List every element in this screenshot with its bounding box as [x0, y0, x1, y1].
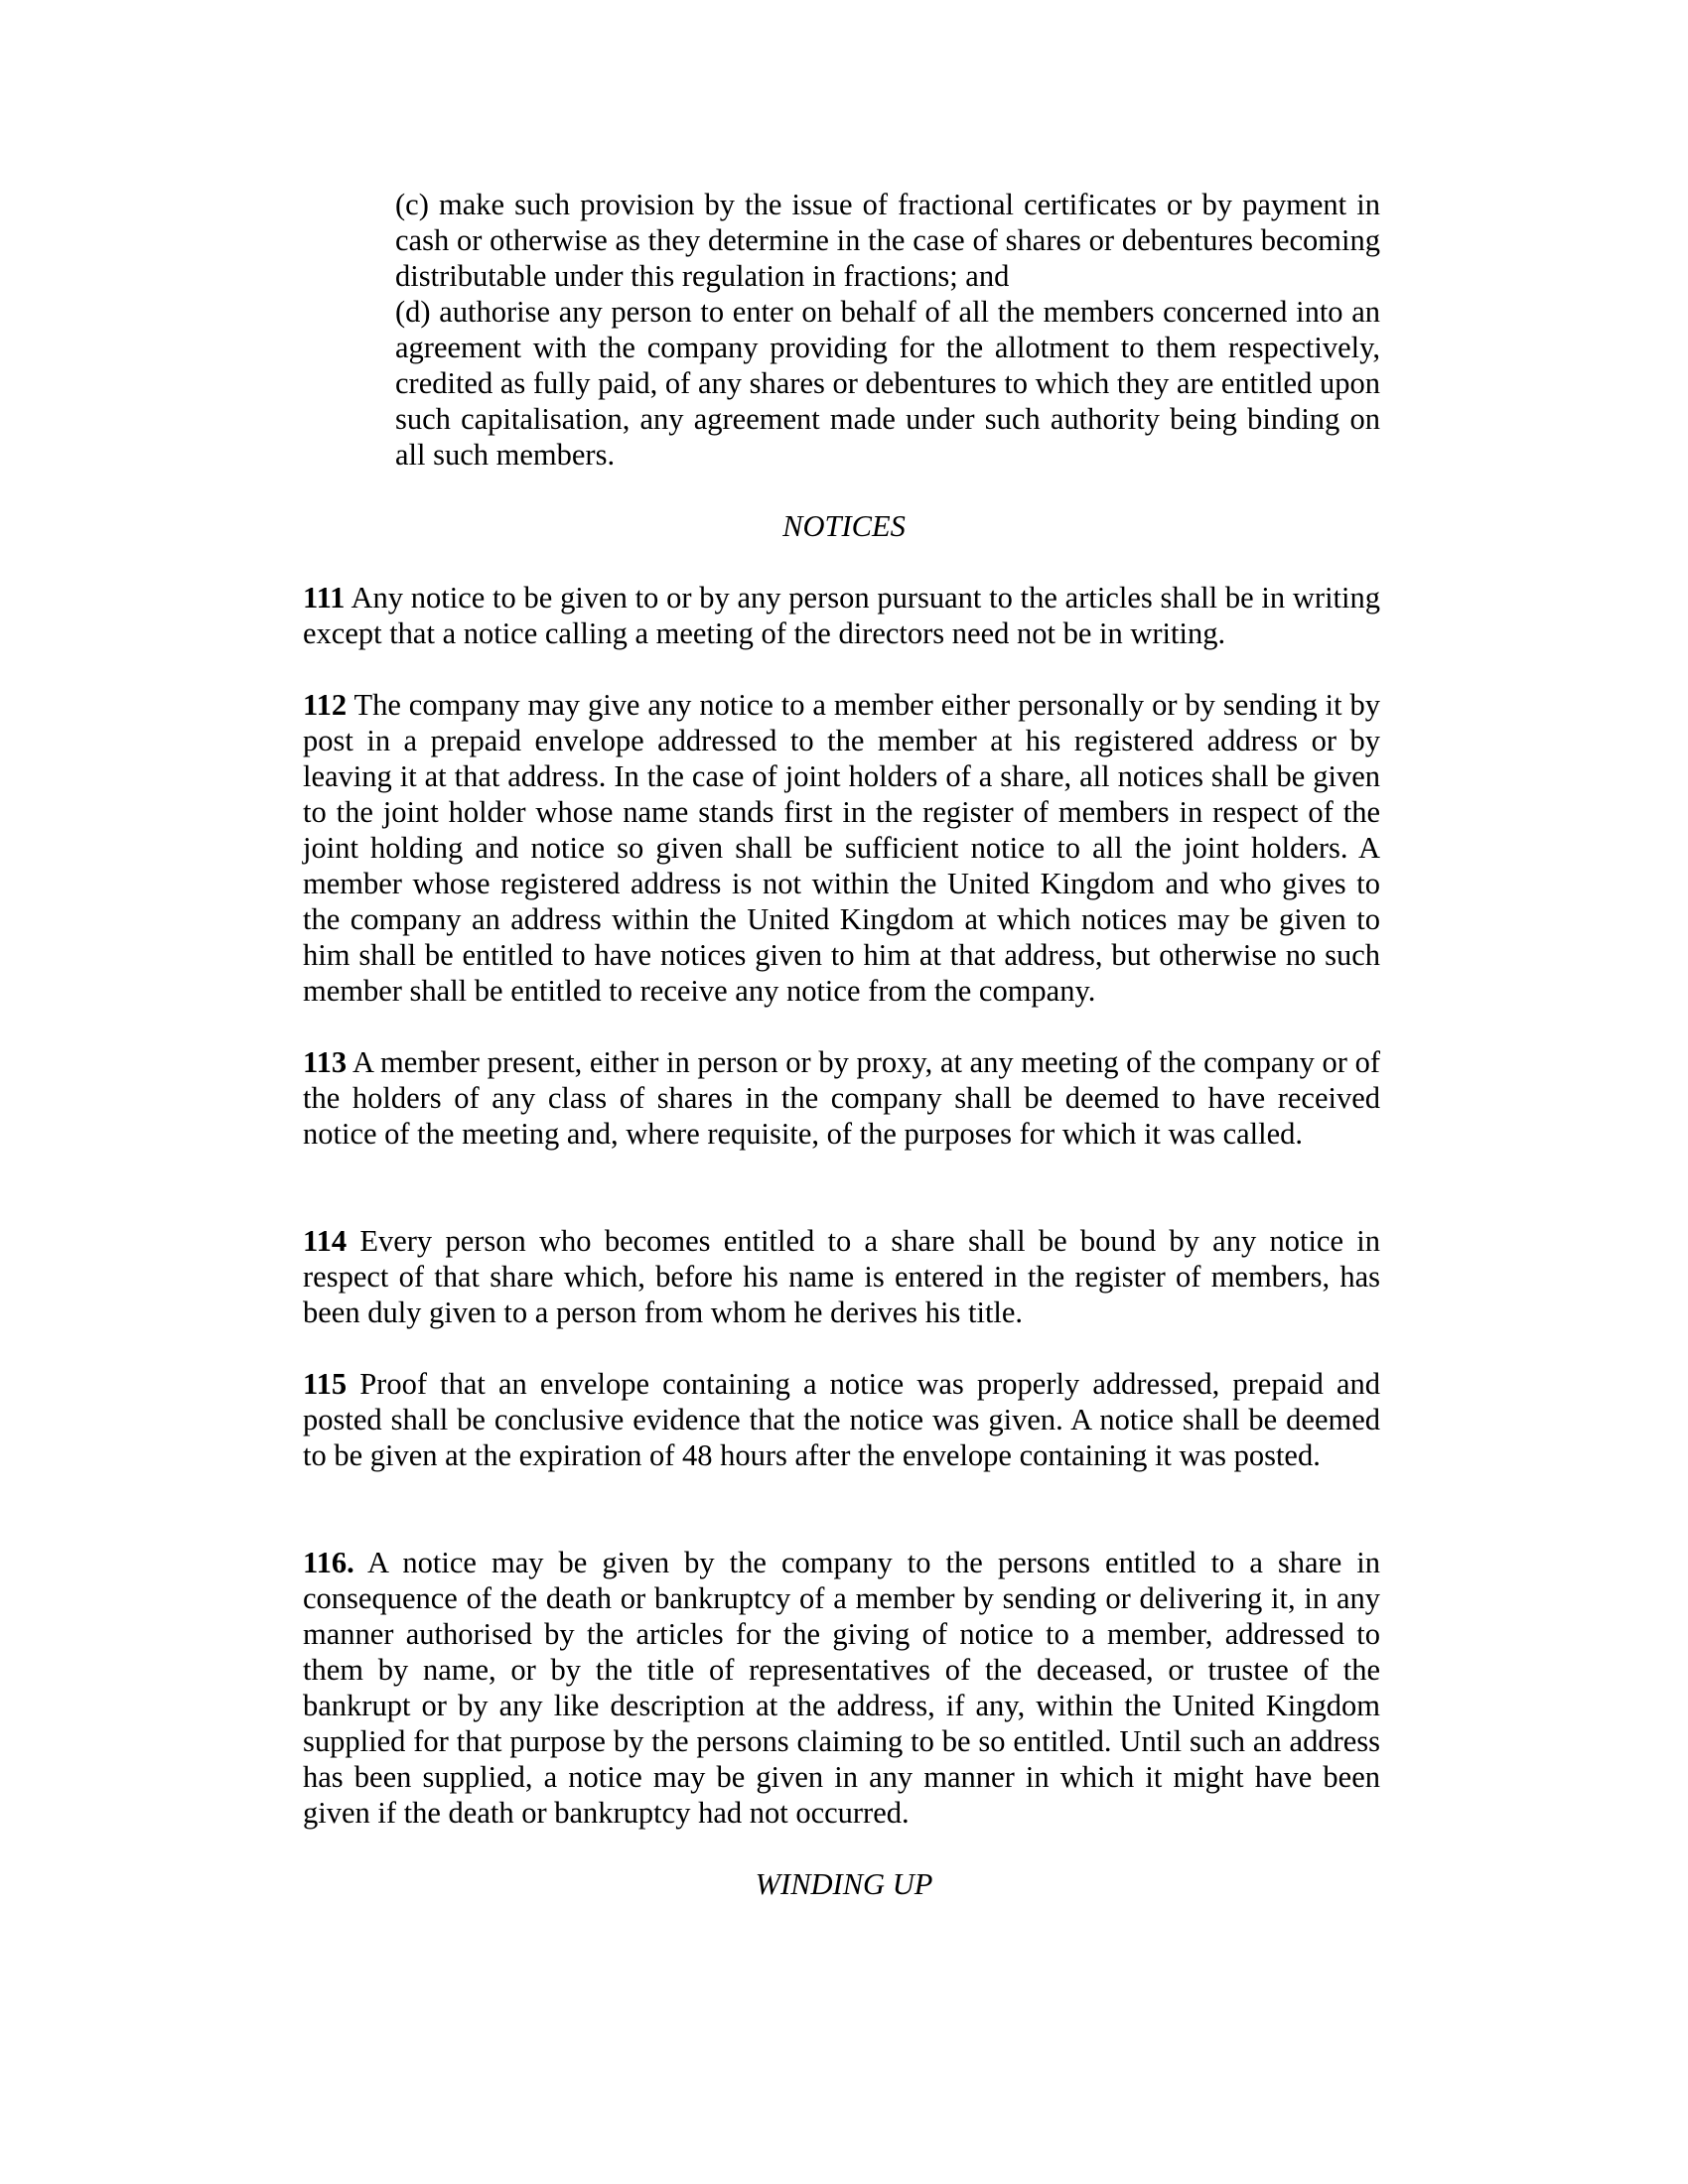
capitalisation-continuation: [395, 187, 1380, 473]
winding-up-heading: WINDING UP: [755, 1867, 933, 1901]
article-number: 111: [303, 581, 346, 614]
item-c-paragraph: (c) make such provision by the issue of fractional certificates or by payment in cash or otherwise as they determine in the case of shares or debentures becoming distributable under this regulation in fractions; and: [395, 188, 1380, 293]
article-116: [303, 1545, 1380, 1831]
item-d-paragraph: (d) authorise any person to enter on behalf of all the members concerned into an agreement with the company providing for the allotment to them respectively, credited as fully paid, of any shares or debentures to which they are entitled upon such capitalisation, any agreement made under such authority being binding on all such members.: [395, 295, 1380, 472]
article-text: The company may give any notice to a member either personally or by sending it by post in a prepaid envelope addressed to the member at his registered address or by leaving it at that address. In the case of joint holders of a share, all notices shall be given to the joint holder whose name stands first in the register of members in respect of the joint holding and notice so given shall be sufficient notice to all the joint holders. A member whose registered address is not within the United Kingdom and who gives to the company an address within the United Kingdom at which notices may be given to him shall be entitled to have notices given to him at that address, but otherwise no such member shall be entitled to receive any notice from the company.: [303, 688, 1380, 1008]
article-text: A member present, either in person or by proxy, at any meeting of the company or of the holders of any class of shares in the company shall be deemed to have received notice of the meeting and, where requisite, of the purposes for which it was called.: [303, 1045, 1380, 1151]
article-112: [303, 687, 1380, 1009]
article-number: 112: [303, 688, 348, 722]
article-number: 113: [303, 1045, 348, 1079]
article-text: A notice may be given by the company to the persons entitled to a share in consequence of the death or bankruptcy of a member by sending or delivering it, in any manner authorised by the articles for the giving of notice to a member, addressed to them by name, or by the title of representatives of the deceased, or trustee of the bankrupt or by any like description at the address, if any, within the United Kingdom supplied for that purpose by the persons claiming to be so entitled. Until such an address has been supplied, a notice may be given in any manner in which it might have been given if the death or bankruptcy had not occurred.: [303, 1546, 1380, 1830]
article-111: [303, 580, 1380, 651]
notices-heading: NOTICES: [782, 509, 906, 543]
article-text: Any notice to be given to or by any person pursuant to the articles shall be in writing except that a notice calling a meeting of the directors need not be in writing.: [303, 581, 1380, 650]
article-text: Proof that an envelope containing a notice was properly addressed, prepaid and posted shall be conclusive evidence that the notice was given. A notice shall be deemed to be given at the expiration of 48 hours after the envelope containing it was posted.: [303, 1367, 1380, 1472]
article-text: Every person who becomes entitled to a share shall be bound by any notice in respect of that share which, before his name is entered in the register of members, has been duly given to a person from whom he derives his title.: [303, 1224, 1380, 1329]
article-113: [303, 1044, 1380, 1152]
article-115: [303, 1366, 1380, 1473]
article-number: 114: [303, 1224, 348, 1258]
article-114: [303, 1223, 1380, 1330]
article-number: 116.: [303, 1546, 354, 1579]
article-number: 115: [303, 1367, 348, 1401]
